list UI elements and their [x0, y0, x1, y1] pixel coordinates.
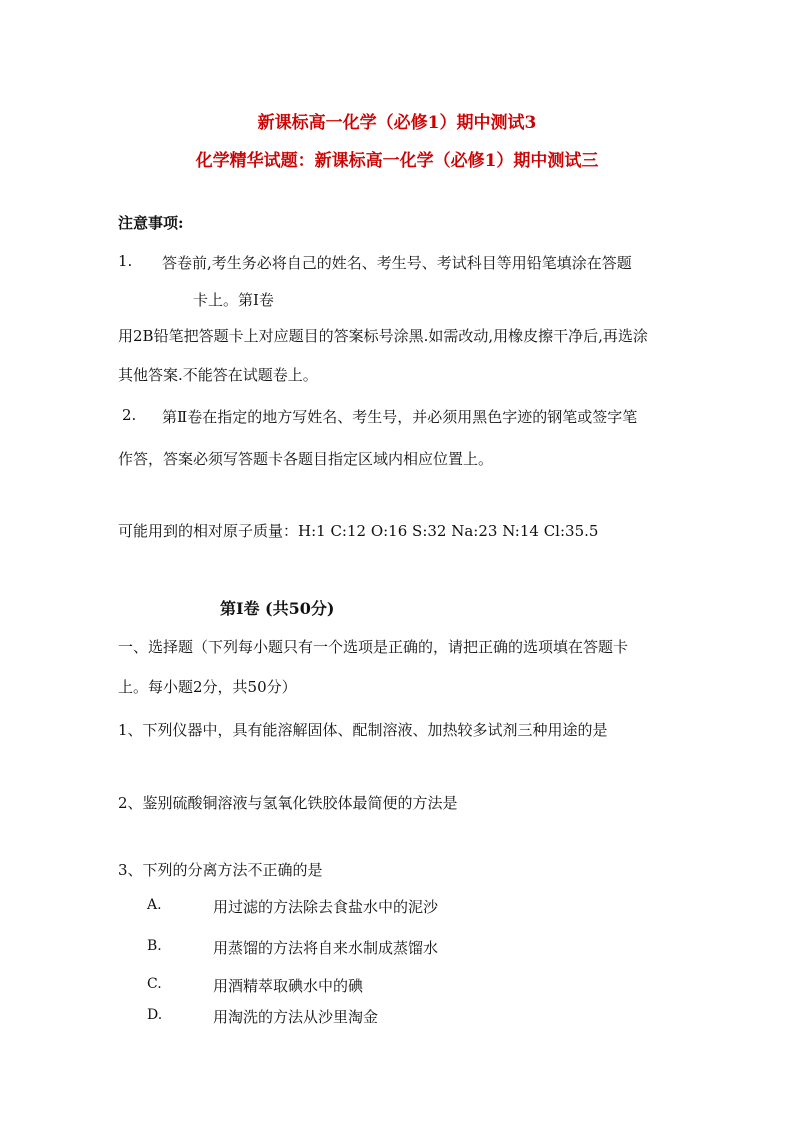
- notice-item1-line3: 用2B铅笔把答题卡上对应题目的答案标号涂黑.如需改动,用橡皮擦干净后,再选涂: [118, 327, 648, 345]
- option-b-label: B.: [147, 938, 162, 954]
- section1-instruction-line2: 上。每小题2分，共50分）: [118, 678, 297, 696]
- option-a-text: 用过滤的方法除去食盐水中的泥沙: [213, 898, 439, 916]
- notice-heading: 注意事项:: [118, 214, 184, 232]
- option-c-label: C.: [147, 976, 162, 992]
- option-d-text: 用淘洗的方法从沙里淘金: [213, 1008, 379, 1026]
- question-3: 3、下列的分离方法不正确的是: [118, 861, 323, 879]
- option-a-label: A.: [147, 897, 162, 913]
- option-d-label: D.: [147, 1007, 163, 1023]
- notice-item1-number: 1.: [118, 252, 133, 270]
- question-1: 1、下列仪器中，具有能溶解固体、配制溶液、加热较多试剂三种用途的是: [118, 721, 608, 739]
- atomic-masses: 可能用到的相对原子质量：H:1 C:12 O:16 S:32 Na:23 N:14 Cl:35.5: [118, 522, 599, 540]
- section1-instruction-line1: 一、选择题（下列每小题只有一个选项是正确的，请把正确的选项填在答题卡: [118, 638, 629, 656]
- option-b-text: 用蒸馏的方法将自来水制成蒸馏水: [213, 939, 439, 957]
- notice-item1-line4: 其他答案.不能答在试题卷上。: [118, 366, 318, 384]
- page-subtitle: 化学精华试题：新课标高一化学（必修1）期中测试三: [195, 151, 599, 171]
- part1-heading: 第Ⅰ卷 (共50分): [220, 599, 335, 618]
- question-2: 2、鉴别硫酸铜溶液与氢氧化铁胶体最简便的方法是: [118, 794, 458, 812]
- notice-item1-line1: 答卷前,考生务必将自己的姓名、考生号、考试科目等用铅笔填涂在答题: [162, 254, 632, 272]
- page-title: 新课标高一化学（必修1）期中测试3: [257, 113, 537, 133]
- option-c-text: 用酒精萃取碘水中的碘: [213, 977, 364, 995]
- notice-item2-line1: 第Ⅱ卷在指定的地方写姓名、考生号，并必须用黑色字迹的钢笔或签字笔: [162, 408, 638, 426]
- notice-item2-line2: 作答，答案必须写答题卡各题目指定区域内相应位置上。: [118, 450, 494, 468]
- notice-item2-number: 2.: [122, 406, 137, 424]
- notice-item1-line2: 卡上。第Ⅰ卷: [193, 291, 274, 309]
